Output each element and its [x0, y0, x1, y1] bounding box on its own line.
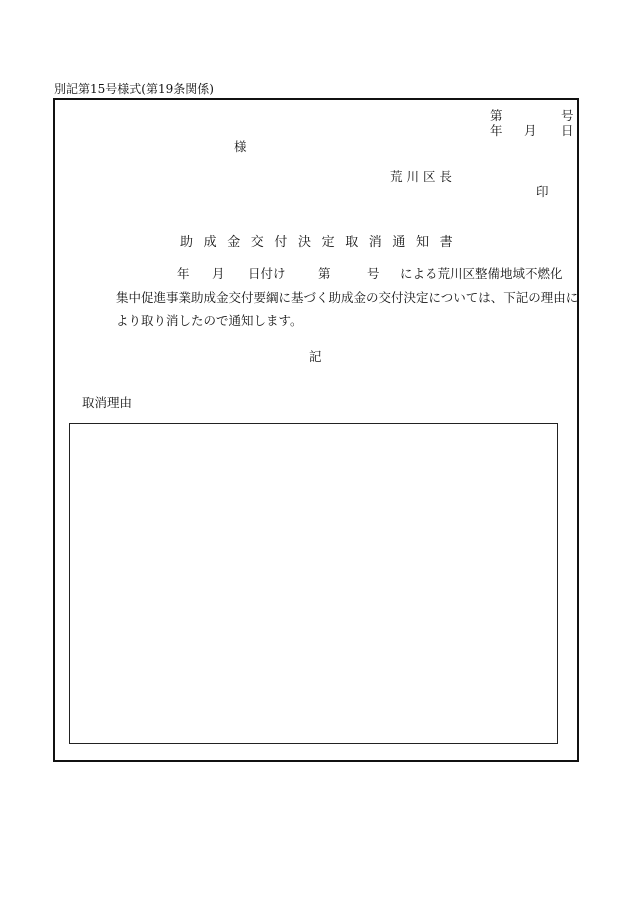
reason-box[interactable] [69, 423, 558, 744]
ref-no-prefix: 第 [318, 266, 331, 281]
document-title: 助成金交付決定取消通知書 [180, 235, 464, 250]
record-heading: 記 [309, 349, 322, 364]
date-year: 年 [490, 123, 503, 138]
date-month: 月 [524, 123, 537, 138]
ref-month: 月 [212, 266, 225, 281]
ref-date-suffix: 日付け [248, 266, 286, 281]
date-day: 日 [561, 123, 574, 138]
body-line-3: より取り消したので通知します。 [116, 313, 303, 328]
ref-no-suffix: 号 [367, 266, 380, 281]
addressee-suffix: 様 [234, 139, 247, 154]
ref-year: 年 [177, 266, 190, 281]
seal-mark: 印 [536, 184, 549, 199]
number-prefix: 第 [490, 108, 503, 123]
body-line-1: による荒川区整備地域不燃化 [400, 266, 563, 281]
number-suffix: 号 [561, 108, 574, 123]
body-line-2: 集中促進事業助成金交付要綱に基づく助成金の交付決定については、下記の理由に [116, 290, 579, 305]
reason-label: 取消理由 [82, 395, 133, 410]
form-label: 別記第15号様式(第19条関係) [54, 82, 214, 96]
issuer-name: 荒 川 区 長 [390, 169, 452, 184]
